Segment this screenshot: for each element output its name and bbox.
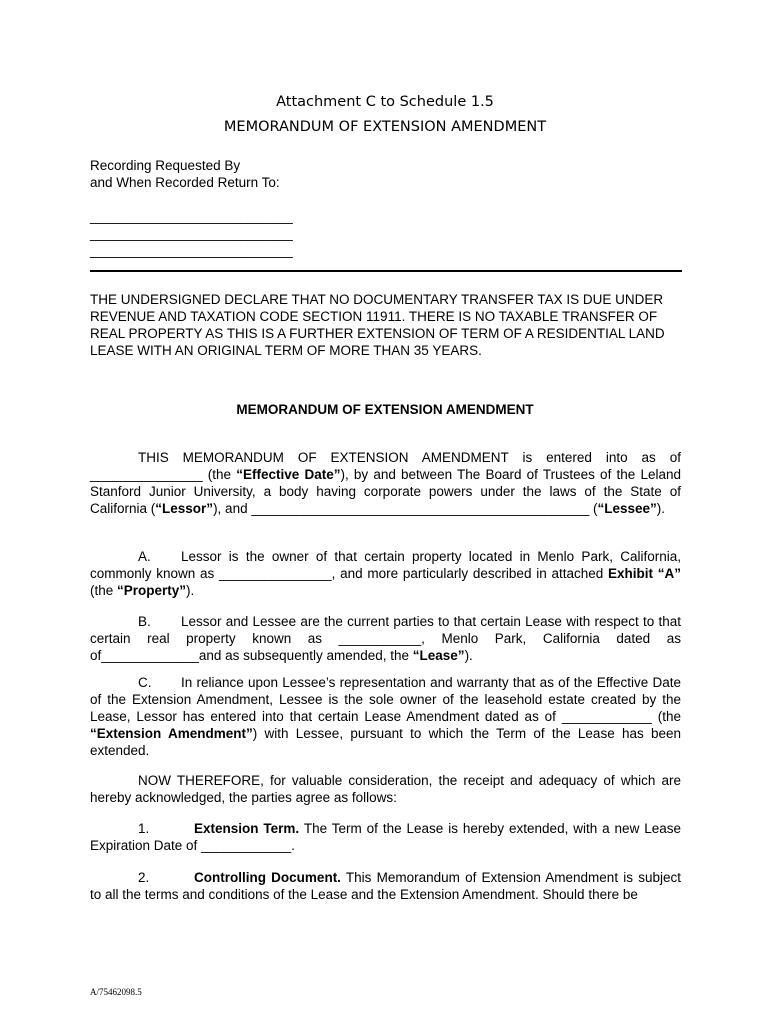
recording-line-1: Recording Requested By (90, 158, 241, 173)
recital-b-label: B. (138, 614, 151, 629)
recital-c-text-2: ) with Lessee, pursuant to which the Term of the Lease has been extended. (90, 726, 681, 758)
section-2-text: This Memorandum of Extension Amendment is subject to all the terms and conditions of the Lease and the Extension Amendment. Should there be (90, 870, 681, 902)
horizontal-rule (90, 270, 682, 272)
document-id-footer: A/75462098.5 (90, 987, 142, 997)
now-therefore-paragraph (90, 772, 681, 806)
exhibit-a-term: Exhibit “A” (607, 566, 681, 581)
recital-a-text-1: Lessor is the owner of that certain property located in Menlo Park, California, commonly known as _______________, and more particularly described in attached (90, 549, 681, 581)
lessor-term: “Lessor” (155, 501, 214, 516)
attachment-title: Attachment C to Schedule 1.5 (276, 94, 494, 110)
memorandum-title: MEMORANDUM OF EXTENSION AMENDMENT (223, 119, 547, 135)
intro-paragraph (90, 449, 681, 517)
recital-c-label: C. (138, 675, 152, 690)
section-2 (90, 869, 681, 903)
intro-text-4: ). (656, 501, 665, 516)
recital-a-label: A. (138, 549, 151, 564)
lessee-term: “Lessee” (597, 501, 657, 516)
address-blank-2: ___________________________ (90, 226, 293, 241)
section-2-number: 2. (138, 870, 150, 885)
recording-requested-block (90, 157, 280, 191)
intro-text-1: THIS MEMORANDUM OF EXTENSION AMENDMENT is entered into as of _______________ (the (90, 450, 681, 482)
tax-statement: THE UNDERSIGNED DECLARE THAT NO DOCUMENTARY TRANSFER TAX IS DUE UNDER REVENUE AND TAXATION CODE SECTION 11911. THERE IS NO TAXABLE TRANSFER OF REAL PROPERTY AS THIS IS A FURTHER EXTENSION OF TERM OF A RESIDENTIAL LAND LEASE WITH AN ORIGINAL TERM OF MORE THAN 35 YEARS. (90, 292, 665, 358)
extension-amendment-term: “Extension Amendment” (90, 726, 253, 741)
recital-c (90, 674, 681, 759)
intro-text-3: ), and _____________________________________________ ( (213, 501, 598, 516)
effective-date-term: “Effective Date” (236, 467, 341, 482)
recital-a (90, 548, 681, 599)
recital-a-text-3: ). (186, 583, 195, 598)
recording-line-2: and When Recorded Return To: (90, 175, 280, 190)
intro-text-2: ), by and between The Board of Trustees of the Leland Stanford Junior University, a body having corporate powers under the laws of the State of California ( (90, 467, 681, 516)
section-1 (90, 820, 681, 854)
recital-b (90, 613, 681, 664)
recital-c-text-1: In reliance upon Lessee’s representation and warranty that as of the Effective Date of the Extension Amendment, Lessee is the sole owner of the leasehold estate created by the Lease, Lessor has entered into that certain Lease Amendment dated as of ____________ (the (90, 675, 681, 724)
address-blank-3: ___________________________ (90, 243, 293, 258)
return-address-blanks (90, 208, 293, 259)
section-1-number: 1. (138, 821, 150, 836)
now-therefore-text: NOW THEREFORE, for valuable consideration, the receipt and adequacy of which are hereby acknowledged, the parties agree as follows: (90, 773, 681, 805)
section-heading: MEMORANDUM OF EXTENSION AMENDMENT (236, 402, 534, 417)
lease-term: “Lease” (412, 648, 465, 663)
section-1-text: The Term of the Lease is hereby extended, with a new Lease Expiration Date of ____________. (90, 821, 681, 853)
recital-a-text-2: (the (90, 583, 118, 598)
section-1-title: Extension Term. (194, 821, 300, 836)
recital-b-text-1: Lessor and Lessee are the current parties to that certain Lease with respect to that certain real property known as ___________, Menlo Park, California dated as of_____________and as subsequently amended, the (90, 614, 681, 663)
recital-b-text-2: ). (464, 648, 473, 663)
address-blank-1: ___________________________ (90, 209, 293, 224)
section-2-title: Controlling Document. (194, 870, 341, 885)
property-term: “Property” (117, 583, 187, 598)
